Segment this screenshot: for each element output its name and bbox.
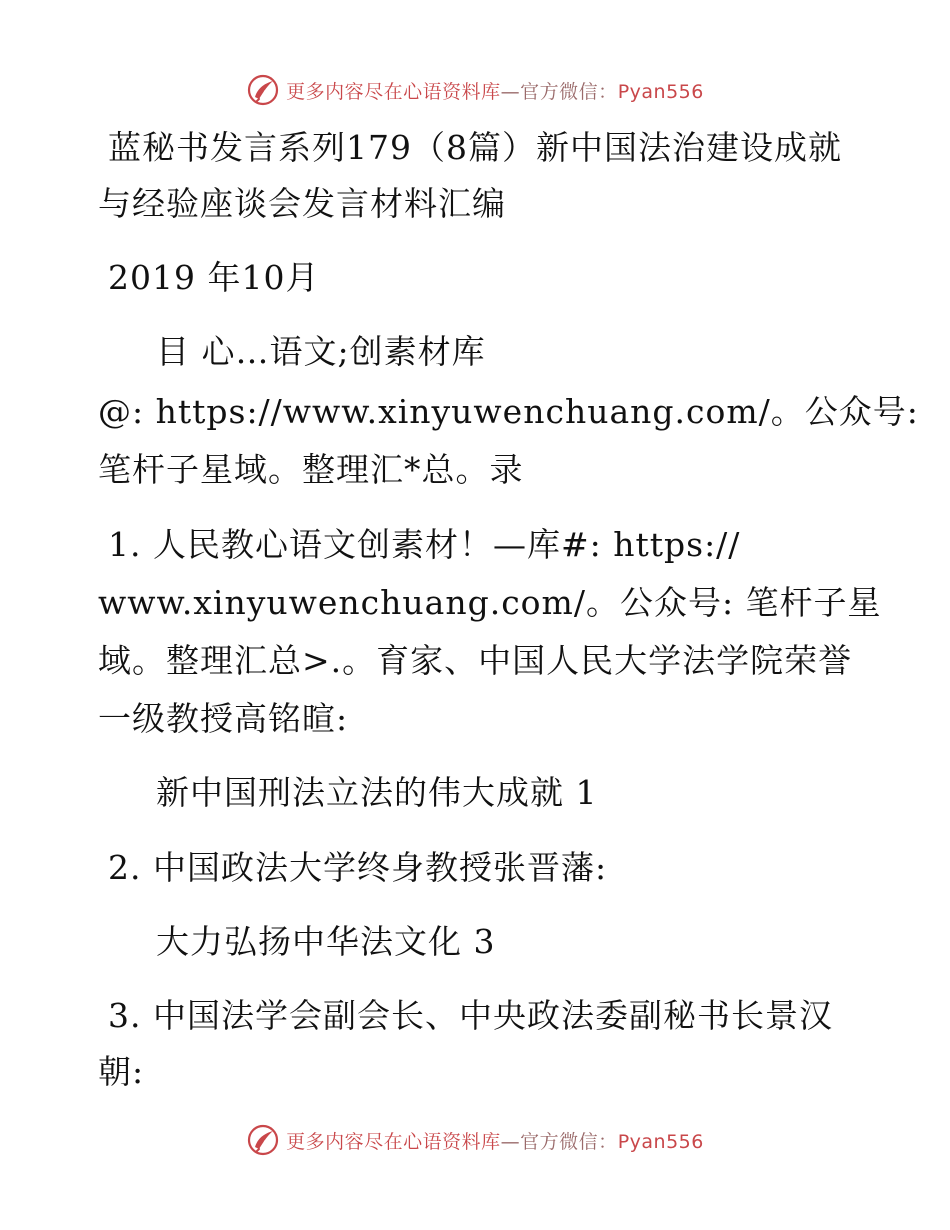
ad-line-1: @: https://www.xinyuwenchuang.com/。公众号: [98, 392, 919, 431]
toc-item-3-line-1: 3. 中国法学会副会长、中央政法委副秘书长景汉 [108, 996, 833, 1035]
toc-item-1-line-4: 一级教授高铭暄: [98, 699, 349, 738]
watermark-dash: —官方微信： [500, 80, 618, 103]
watermark-group [246, 1123, 704, 1157]
document-date: 2019 年10月 [108, 258, 320, 297]
toc-item-1-line-2: www.xinyuwenchuang.com/。公众号: 笔杆子星 [98, 583, 882, 622]
footer-watermark [0, 1120, 950, 1160]
toc-item-3-line-2: 朝: [98, 1052, 145, 1091]
watermark-text [286, 1127, 704, 1154]
brand-logo-icon [246, 73, 280, 107]
watermark-main: 更多内容尽在心语资料库 [286, 80, 501, 103]
watermark-id: Pyan556 [617, 1130, 704, 1153]
toc-item-1-line-3: 域。整理汇总>.。育家、中国人民大学法学院荣誉 [98, 641, 853, 680]
watermark-id: Pyan556 [617, 80, 704, 103]
document-title-line-1: 蓝秘书发言系列179（8篇）新中国法治建设成就 [108, 128, 842, 167]
toc-item-1-line-1: 1. 人民教心语文创素材！—库#: https:// [108, 525, 741, 564]
watermark-text [286, 77, 704, 104]
header-watermark [0, 70, 950, 110]
watermark-main: 更多内容尽在心语资料库 [286, 1130, 501, 1153]
toc-heading: 目 心…语文;创素材库 [156, 332, 486, 371]
toc-item-2-title: 大力弘扬中华法文化 3 [156, 922, 496, 961]
document-title-line-2: 与经验座谈会发言材料汇编 [98, 184, 506, 223]
watermark-dash: —官方微信： [500, 1130, 618, 1153]
ad-line-2: 笔杆子星域。整理汇*总。录 [98, 450, 524, 489]
toc-item-2-line-1: 2. 中国政法大学终身教授张晋藩: [108, 848, 608, 887]
brand-logo-icon [246, 1123, 280, 1157]
toc-item-1-title: 新中国刑法立法的伟大成就 1 [156, 773, 598, 812]
watermark-group [246, 73, 704, 107]
